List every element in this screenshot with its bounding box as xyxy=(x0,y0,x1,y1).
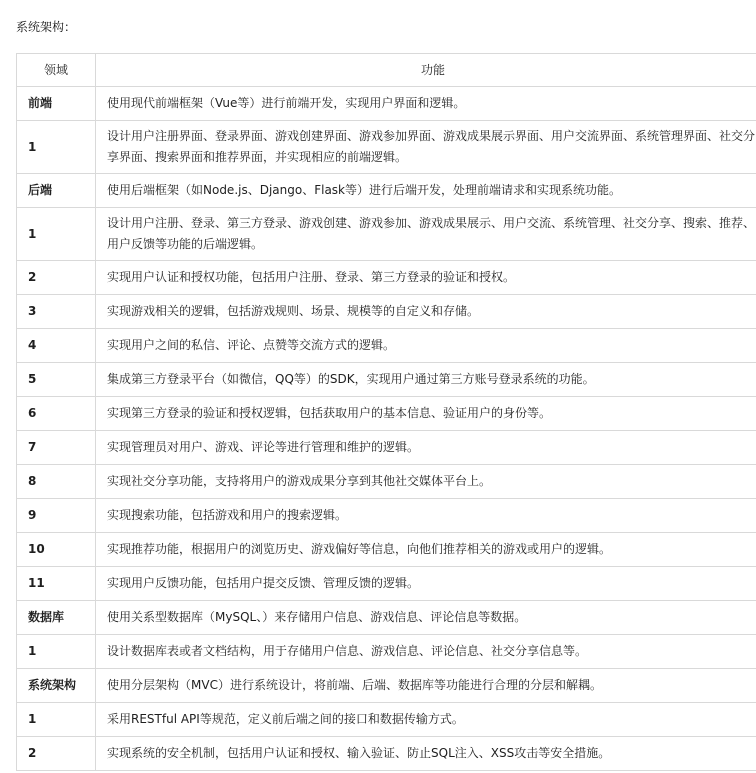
table-row xyxy=(17,174,756,208)
table-row xyxy=(17,737,756,771)
table-row xyxy=(17,635,756,669)
table-row xyxy=(17,499,756,533)
table-row xyxy=(17,669,756,703)
function-text: 实现社交分享功能，支持将用户的游戏成果分享到其他社交媒体平台上。 xyxy=(107,474,492,488)
domain-cell: 系统架构 xyxy=(17,669,96,703)
table-row xyxy=(17,703,756,737)
table-row xyxy=(17,329,756,363)
domain-cell: 2 xyxy=(17,261,96,295)
function-text: 实现推荐功能，根据用户的浏览历史、游戏偏好等信息，向他们推荐相关的游戏或用户的逻辑。 xyxy=(107,542,612,556)
function-cell xyxy=(96,601,756,635)
function-text: 设计用户注册界面、登录界面、游戏创建界面、游戏参加界面、游戏成果展示界面、用户交流界面、系统管理界面、社交分享界面、搜索界面和推荐界面，并实现相应的前端逻辑。 xyxy=(107,129,756,164)
header-function: 功能 xyxy=(96,54,756,87)
function-cell xyxy=(96,567,756,601)
domain-cell: 8 xyxy=(17,465,96,499)
function-text: 实现第三方登录的验证和授权逻辑，包括获取用户的基本信息、验证用户的身份等。 xyxy=(107,406,552,420)
function-cell xyxy=(96,329,756,363)
function-text: 设计用户注册、登录、第三方登录、游戏创建、游戏参加、游戏成果展示、用户交流、系统管理、社交分享、搜索、推荐、用户反馈等功能的后端逻辑。 xyxy=(107,216,756,251)
table-row xyxy=(17,87,756,121)
section-title: 系统架构： xyxy=(16,20,77,34)
domain-cell: 前端 xyxy=(17,87,96,121)
table-row xyxy=(17,567,756,601)
function-text: 实现用户之间的私信、评论、点赞等交流方式的逻辑。 xyxy=(107,338,396,352)
function-text: 实现用户认证和授权功能，包括用户注册、登录、第三方登录的验证和授权。 xyxy=(107,270,516,284)
table-row xyxy=(17,397,756,431)
domain-cell: 1 xyxy=(17,703,96,737)
function-cell xyxy=(96,174,756,208)
function-cell xyxy=(96,87,756,121)
domain-cell: 4 xyxy=(17,329,96,363)
domain-cell: 1 xyxy=(17,635,96,669)
function-cell xyxy=(96,431,756,465)
domain-cell: 后端 xyxy=(17,174,96,208)
function-text: 集成第三方登录平台（如微信，QQ等）的SDK，实现用户通过第三方账号登录系统的功能。 xyxy=(107,372,595,386)
function-cell xyxy=(96,669,756,703)
function-text: 采用RESTful API等规范，定义前后端之间的接口和数据传输方式。 xyxy=(107,712,464,726)
function-text: 实现系统的安全机制，包括用户认证和授权、输入验证、防止SQL注入、XSS攻击等安全措施。 xyxy=(107,746,611,760)
function-cell xyxy=(96,499,756,533)
table-row xyxy=(17,533,756,567)
table-header-row xyxy=(17,54,756,87)
table-row xyxy=(17,261,756,295)
function-cell xyxy=(96,533,756,567)
table-row xyxy=(17,295,756,329)
function-text: 使用分层架构（MVC）进行系统设计，将前端、后端、数据库等功能进行合理的分层和解耦。 xyxy=(107,678,602,692)
domain-cell: 1 xyxy=(17,121,96,174)
function-cell xyxy=(96,121,756,174)
domain-cell: 7 xyxy=(17,431,96,465)
function-cell xyxy=(96,397,756,431)
function-text: 实现游戏相关的逻辑，包括游戏规则、场景、规模等的自定义和存储。 xyxy=(107,304,480,318)
function-cell xyxy=(96,465,756,499)
domain-cell: 6 xyxy=(17,397,96,431)
function-cell xyxy=(96,737,756,771)
table-row xyxy=(17,363,756,397)
function-cell xyxy=(96,261,756,295)
function-text: 设计数据库表或者文档结构，用于存储用户信息、游戏信息、评论信息、社交分享信息等。 xyxy=(107,644,588,658)
function-text: 使用现代前端框架（Vue等）进行前端开发，实现用户界面和逻辑。 xyxy=(107,96,466,110)
function-text: 使用关系型数据库（MySQL、）来存储用户信息、游戏信息、评论信息等数据。 xyxy=(107,610,527,624)
function-cell xyxy=(96,363,756,397)
domain-cell: 5 xyxy=(17,363,96,397)
table-row xyxy=(17,208,756,261)
function-text: 实现管理员对用户、游戏、评论等进行管理和维护的逻辑。 xyxy=(107,440,420,454)
domain-cell: 10 xyxy=(17,533,96,567)
domain-cell: 1 xyxy=(17,208,96,261)
header-domain: 领域 xyxy=(17,54,96,87)
function-cell xyxy=(96,703,756,737)
function-cell xyxy=(96,635,756,669)
domain-cell: 数据库 xyxy=(17,601,96,635)
table-row xyxy=(17,121,756,174)
function-text: 实现用户反馈功能，包括用户提交反馈、管理反馈的逻辑。 xyxy=(107,576,420,590)
function-cell xyxy=(96,208,756,261)
table-row xyxy=(17,601,756,635)
function-cell xyxy=(96,295,756,329)
table-row xyxy=(17,431,756,465)
domain-cell: 3 xyxy=(17,295,96,329)
function-text: 实现搜索功能，包括游戏和用户的搜索逻辑。 xyxy=(107,508,348,522)
domain-cell: 9 xyxy=(17,499,96,533)
domain-cell: 2 xyxy=(17,737,96,771)
table-row xyxy=(17,465,756,499)
function-text: 使用后端框架（如Node.js、Django、Flask等）进行后端开发，处理前端请求和实现系统功能。 xyxy=(107,183,622,197)
domain-cell: 11 xyxy=(17,567,96,601)
architecture-table xyxy=(16,53,756,771)
